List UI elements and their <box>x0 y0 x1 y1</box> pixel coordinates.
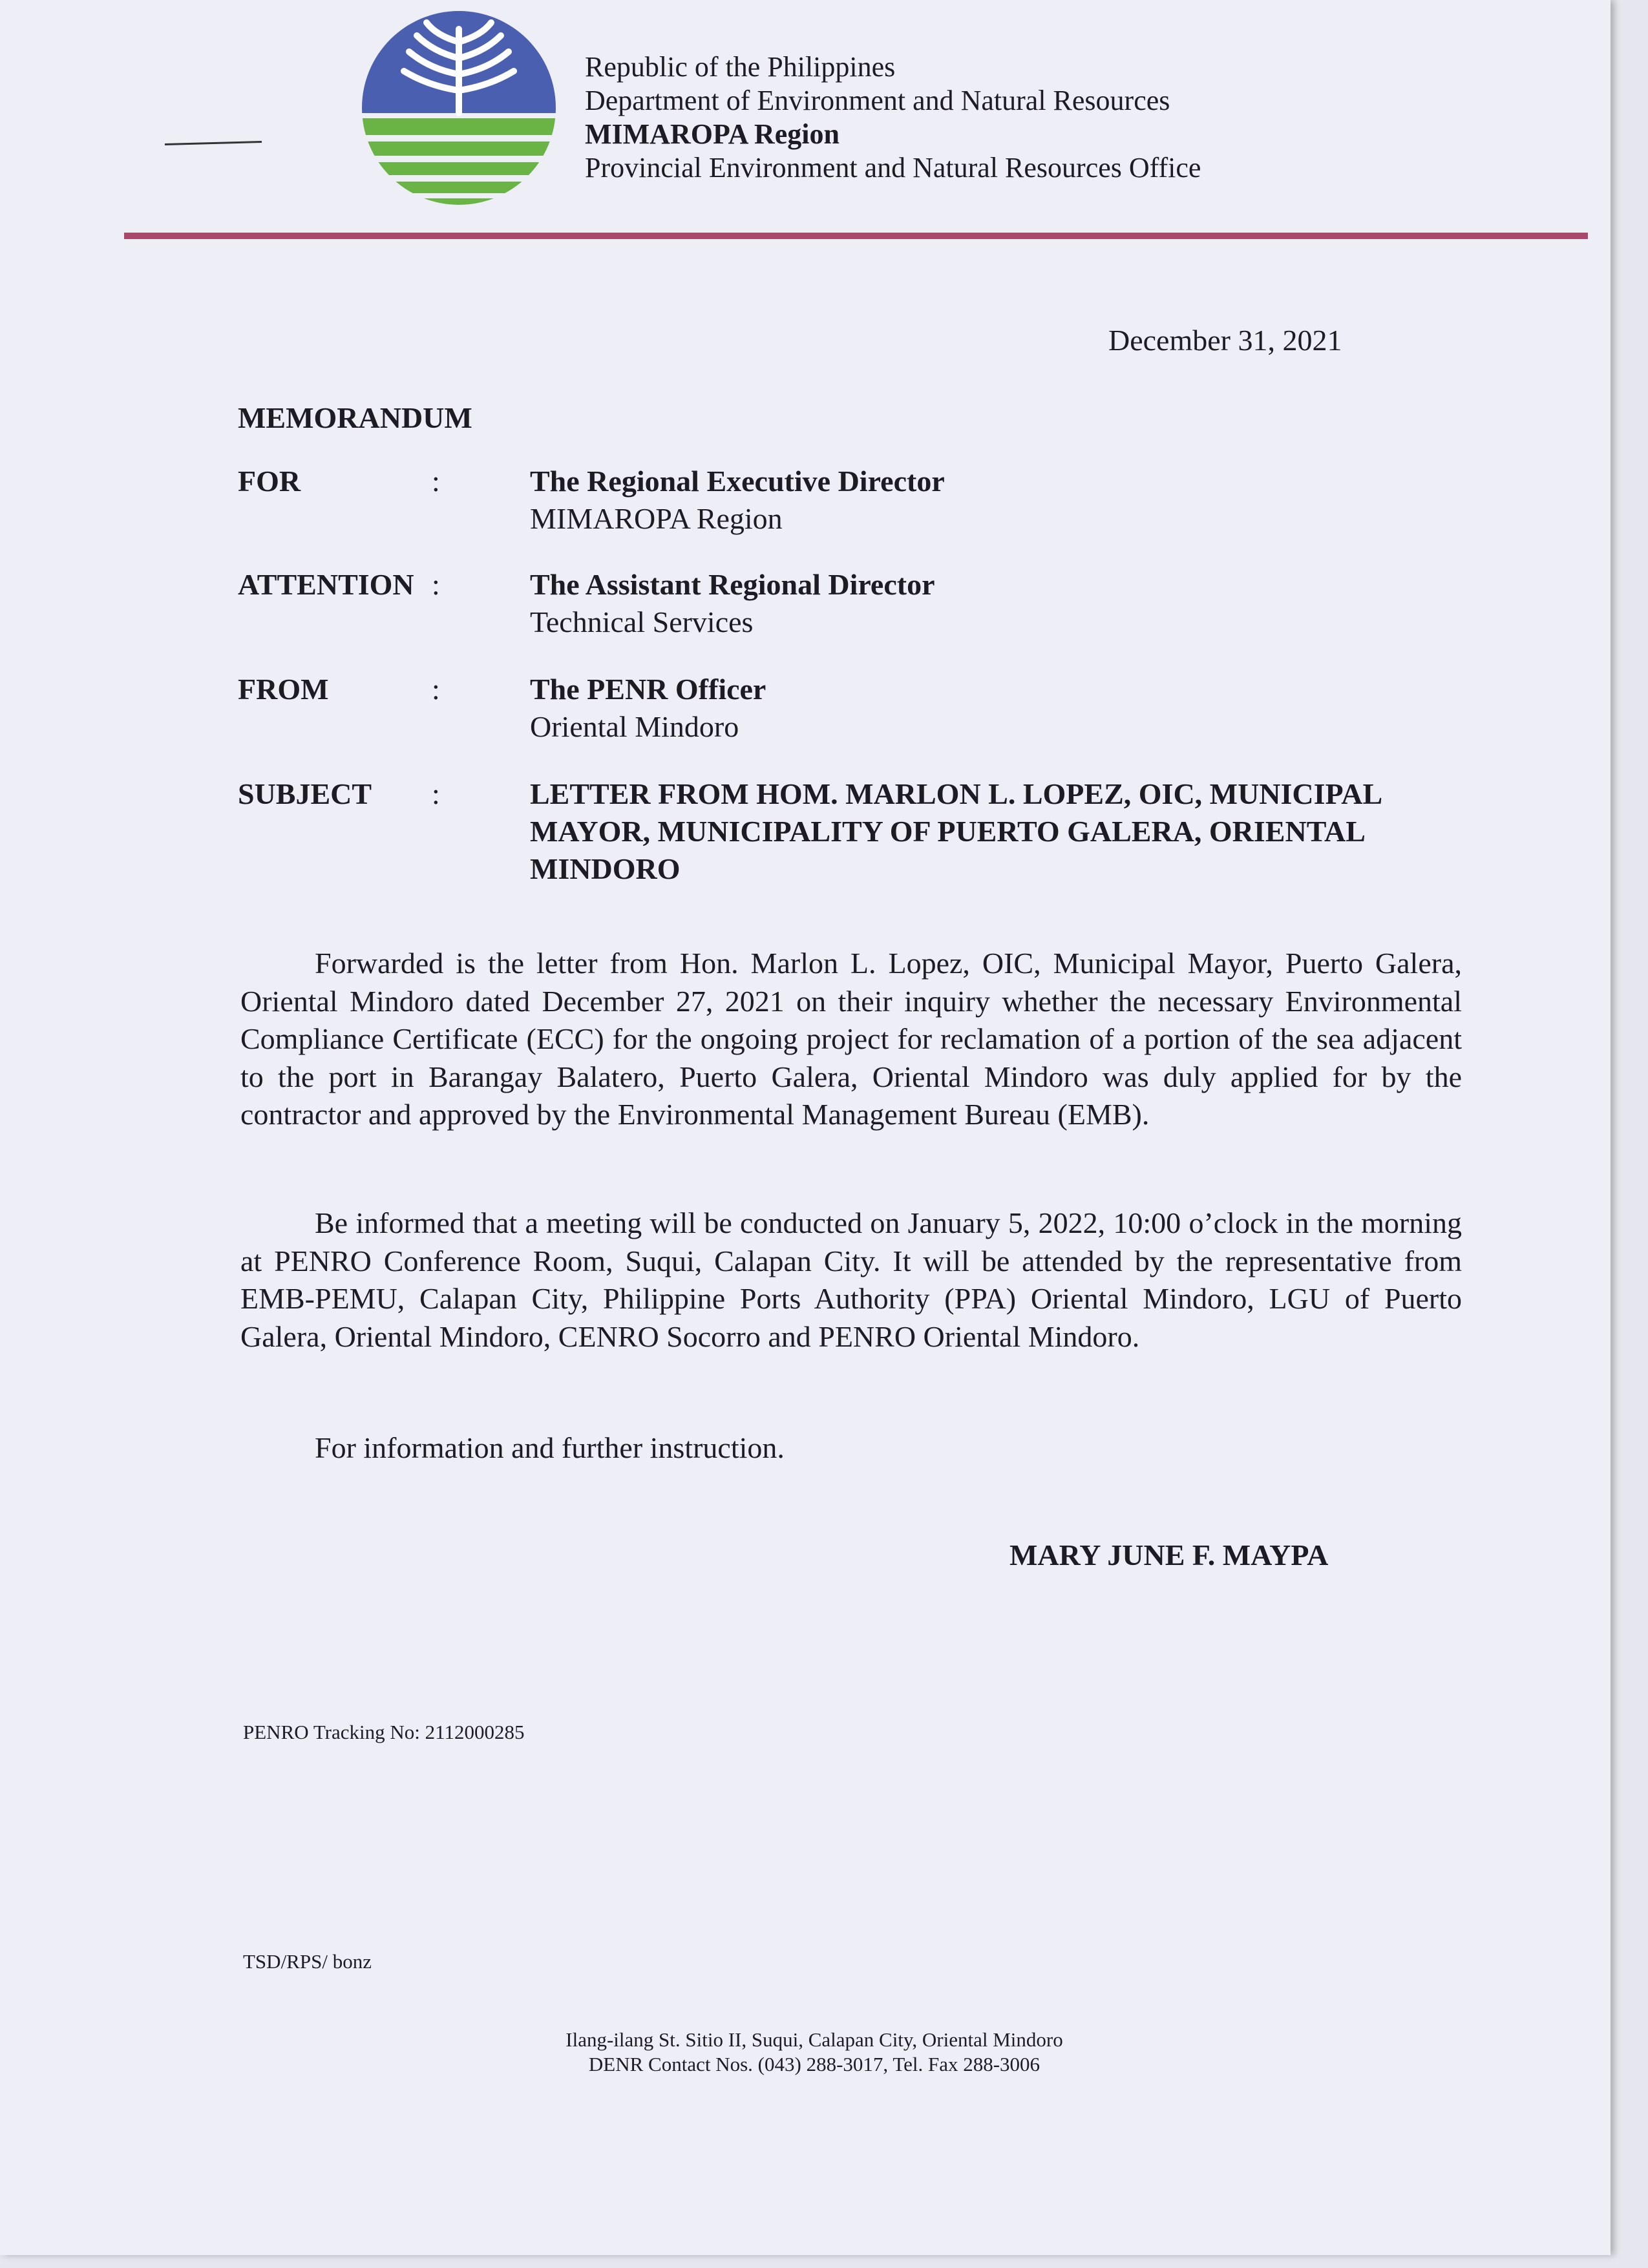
footer-address: Ilang-ilang St. Sitio II, Suqui, Calapan City, Oriental Mindoro <box>565 2028 1063 2051</box>
header-value <box>530 775 1461 888</box>
denr-logo <box>359 10 559 207</box>
memo-title: MEMORANDUM <box>238 401 472 434</box>
header-rule <box>124 233 1588 239</box>
paragraph-text: Be informed that a meeting will be conducted on January 5, 2022, 10:00 o’clock in the morning at PENRO Conference Room, Suqui, Calapan City. It will be attended by the representative from EMB-PEMU, Calapan City, Philippine Ports Authority (PPA) Oriental Mindoro, LGU of Puerto Galera, Oriental Mindoro, CENRO Socorro and PENRO Oriental Mindoro. <box>240 1206 1462 1353</box>
header-key: FROM <box>238 673 329 706</box>
paragraph-text: For information and further instruction. <box>315 1431 785 1464</box>
letterhead <box>585 50 1201 185</box>
header-value <box>530 671 1435 746</box>
header-value <box>530 566 1435 641</box>
tracking-number: PENRO Tracking No: 2112000285 <box>243 1721 525 1743</box>
header-key: FOR <box>238 465 301 498</box>
header-key: ATTENTION <box>238 568 414 601</box>
header-value-line2: Oriental Mindoro <box>530 710 739 743</box>
letterhead-line2: Department of Environment and Natural Resources <box>585 85 1170 116</box>
header-value-line2: MIMAROPA Region <box>530 502 783 535</box>
memo-date: December 31, 2021 <box>1108 324 1342 357</box>
header-colon: : <box>432 673 440 706</box>
header-value <box>530 463 1435 538</box>
body-paragraph-2 <box>240 1204 1462 1356</box>
footer <box>452 2028 1176 2077</box>
header-colon: : <box>432 465 440 498</box>
subject-text: LETTER FROM HOM. MARLON L. LOPEZ, OIC, MUNICIPAL MAYOR, MUNICIPALITY OF PUERTO GALERA, ORIENTAL MINDORO <box>530 777 1381 885</box>
footer-contact: DENR Contact Nos. (043) 288-3017, Tel. Fax 288-3006 <box>588 2053 1041 2075</box>
letterhead-line1: Republic of the Philippines <box>585 51 896 83</box>
header-value-line1: The Assistant Regional Director <box>530 568 935 601</box>
header-key: SUBJECT <box>238 777 372 810</box>
body-paragraph-3 <box>240 1429 1462 1467</box>
body-paragraph-1 <box>240 945 1462 1134</box>
pen-mark <box>165 141 262 145</box>
header-value-line1: The PENR Officer <box>530 673 766 706</box>
header-value-line2: Technical Services <box>530 605 754 638</box>
header-colon: : <box>432 777 440 810</box>
paragraph-text: Forwarded is the letter from Hon. Marlon L. Lopez, OIC, Municipal Mayor, Puerto Galera, Oriental Mindoro dated December 27, 2021 on their inquiry whether the necessary Environmental Compliance Certificate (ECC) for the ongoing project for reclamation of a portion of the sea adjacent to the port in Barangay Balatero, Puerto Galera, Oriental Mindoro was duly applied for by the contractor and approved by the Environmental Management Bureau (EMB). <box>240 947 1462 1131</box>
letterhead-line4: Provincial Environment and Natural Resources Office <box>585 152 1201 184</box>
header-colon: : <box>432 568 440 601</box>
signatory-name: MARY JUNE F. MAYPA <box>1009 1538 1329 1571</box>
header-value-line1: The Regional Executive Director <box>530 465 945 498</box>
letterhead-line3: MIMAROPA Region <box>585 118 840 150</box>
reference-initials: TSD/RPS/ bonz <box>243 1950 372 1973</box>
